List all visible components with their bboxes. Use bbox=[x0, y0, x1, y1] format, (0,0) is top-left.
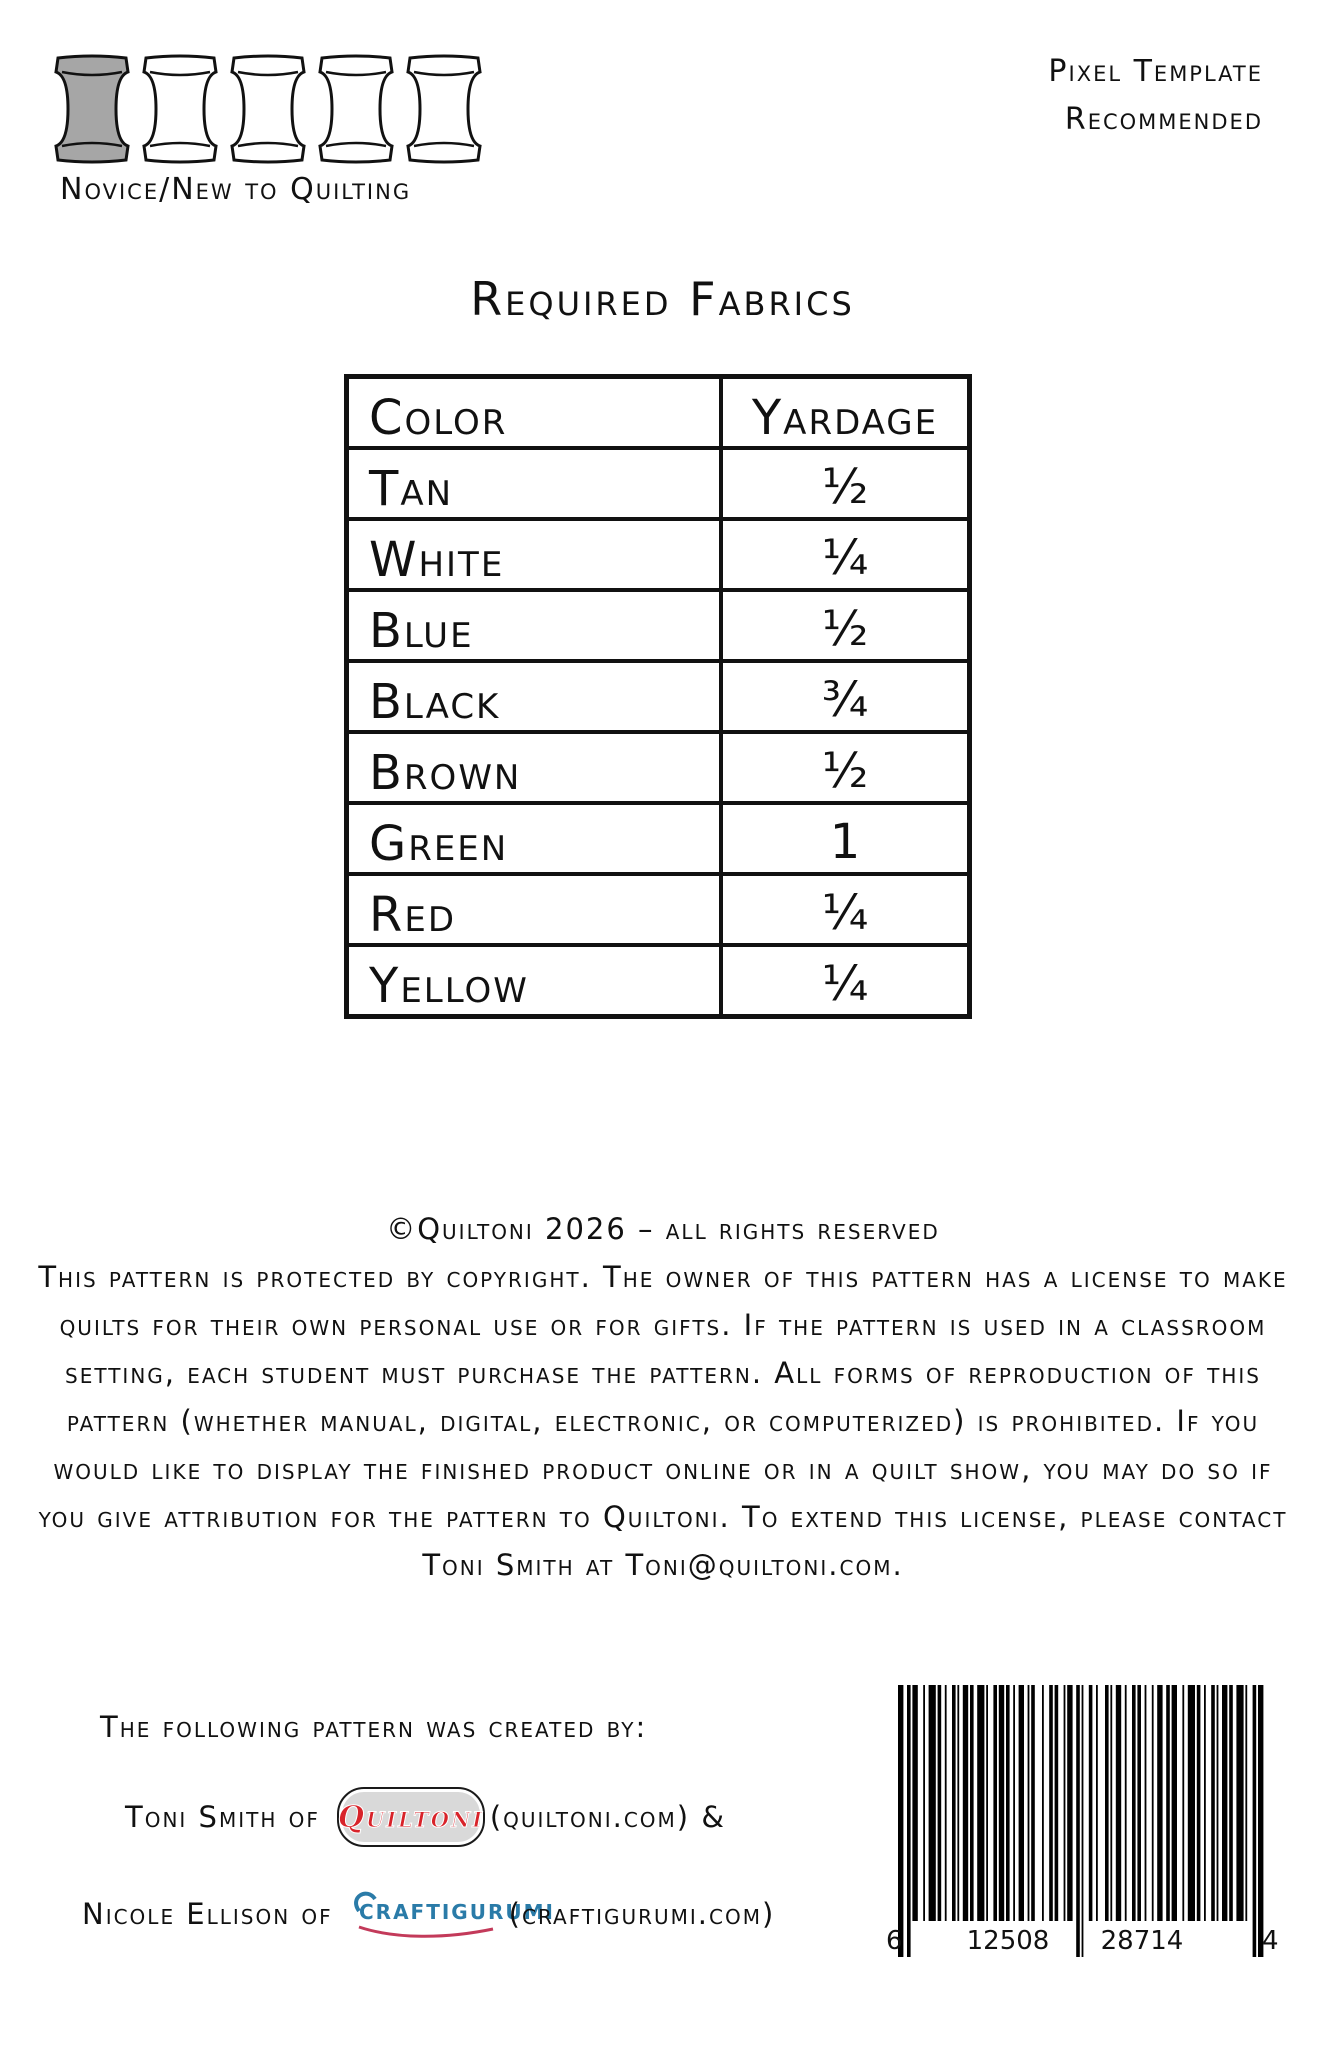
barcode-bar bbox=[898, 1685, 903, 1957]
svg-text:Quiltoni: Quiltoni bbox=[337, 1800, 484, 1835]
fabric-color: Brown bbox=[347, 732, 722, 803]
fabric-color: Red bbox=[347, 874, 722, 945]
fabric-yardage: ¾ bbox=[821, 672, 869, 728]
barcode-bar bbox=[1067, 1685, 1072, 1921]
fabric-yardage: 1 bbox=[829, 814, 861, 870]
barcode-digits-right: 28714 bbox=[1100, 1926, 1184, 1956]
barcode-bar bbox=[1182, 1685, 1184, 1921]
fabric-color: Black bbox=[347, 661, 722, 732]
fabric-table bbox=[344, 374, 972, 1019]
barcode-bar bbox=[1019, 1685, 1024, 1921]
barcode-bar bbox=[929, 1685, 936, 1921]
barcode-bar bbox=[986, 1685, 988, 1921]
barcode-bar bbox=[1152, 1685, 1154, 1921]
table-row bbox=[347, 448, 970, 519]
barcode-bar bbox=[1031, 1685, 1035, 1921]
header-yardage: Yardage bbox=[721, 377, 970, 449]
barcode-bar bbox=[1006, 1685, 1010, 1921]
fabric-yardage: ¼ bbox=[821, 885, 869, 941]
svg-text:CRAFTIGURUMI: CRAFTIGURUMI bbox=[358, 1900, 555, 1924]
barcode-bar bbox=[1064, 1685, 1066, 1921]
license-text: This pattern is protected by copyright. The owner of this pattern has a license to make quilts for their own personal use or for gifts. If the pattern is used in a classroom setting, each student must purchase the pattern. All forms of reproduction of this pattern (whether manual, digital, electronic, or computerized) is prohibited. If you would like to display the finished product online or in a quilt show, you may do so if you give attribution for the pattern to Quiltoni. To extend this license, please contact Toni Smith at Toni@quiltoni.com. bbox=[38, 1260, 1288, 1582]
barcode-bar bbox=[1188, 1685, 1195, 1921]
barcode-bar bbox=[907, 1685, 911, 1957]
credits-heading: The following pattern was created by: bbox=[100, 1710, 648, 1744]
barcode-digit-last: 4 bbox=[1262, 1926, 1279, 1956]
recommendation-note bbox=[1048, 48, 1263, 144]
table-header-row bbox=[347, 377, 970, 449]
barcode-bar bbox=[1166, 1685, 1170, 1921]
barcode-bar bbox=[1089, 1685, 1093, 1921]
required-fabrics-title: Required Fabrics bbox=[470, 272, 855, 326]
barcode-bar bbox=[970, 1685, 974, 1921]
fabric-yardage: ½ bbox=[821, 743, 869, 799]
barcode-bar bbox=[1042, 1685, 1044, 1921]
credit-2-name: Nicole Ellison of bbox=[82, 1897, 333, 1931]
table-row bbox=[347, 874, 970, 945]
barcode-bar bbox=[952, 1685, 956, 1921]
barcode-bar bbox=[1137, 1685, 1141, 1921]
table-row bbox=[347, 945, 970, 1017]
barcode-bar bbox=[1132, 1685, 1136, 1921]
credit-toni-smith bbox=[125, 1782, 726, 1852]
craftigurumi-logo bbox=[345, 1885, 555, 1943]
barcode-digits-left: 12508 bbox=[966, 1926, 1050, 1956]
barcode-bar bbox=[999, 1685, 1004, 1921]
fabric-yardage: ¼ bbox=[821, 530, 869, 586]
barcode-bar bbox=[1245, 1685, 1247, 1921]
recommendation-line-2: Recommended bbox=[1064, 102, 1263, 137]
fabric-color: Blue bbox=[347, 590, 722, 661]
fabric-color: White bbox=[347, 519, 722, 590]
barcode-bar bbox=[923, 1685, 925, 1921]
barcode-bar bbox=[1096, 1685, 1098, 1921]
barcode-bar bbox=[1028, 1685, 1030, 1921]
difficulty-label: Novice/New to Quilting bbox=[60, 172, 412, 207]
upc-barcode bbox=[880, 1685, 1280, 1965]
table-row bbox=[347, 519, 970, 590]
fabric-color: Yellow bbox=[347, 945, 722, 1017]
barcode-bar bbox=[1211, 1685, 1215, 1921]
barcode-bar bbox=[1157, 1685, 1162, 1921]
barcode-digit-first: 6 bbox=[886, 1926, 903, 1956]
fabric-yardage: ½ bbox=[821, 459, 869, 515]
difficulty-spools bbox=[52, 54, 492, 164]
barcode-bar bbox=[1145, 1685, 1147, 1921]
fabric-color: Tan bbox=[347, 448, 722, 519]
barcode-bar bbox=[993, 1685, 997, 1921]
recommendation-line-1: Pixel Template bbox=[1048, 54, 1263, 89]
quiltoni-logo bbox=[336, 1782, 486, 1852]
barcode-bar bbox=[912, 1685, 917, 1921]
barcode-bar bbox=[1258, 1685, 1263, 1957]
barcode-bar bbox=[1197, 1685, 1201, 1921]
barcode-bar bbox=[945, 1685, 947, 1921]
barcode-bar bbox=[977, 1685, 984, 1921]
barcode-bar bbox=[938, 1685, 942, 1921]
barcode-bar bbox=[957, 1685, 959, 1921]
copyright-line: ©Quiltoni 2026 – all rights reserved bbox=[386, 1212, 940, 1246]
barcode-bar bbox=[1253, 1685, 1257, 1957]
barcode-bar bbox=[1217, 1685, 1219, 1921]
barcode-bar bbox=[1049, 1685, 1053, 1921]
barcode-bar bbox=[1013, 1685, 1015, 1921]
table-row bbox=[347, 590, 970, 661]
barcode-bar bbox=[1236, 1685, 1243, 1921]
credit-nicole-ellison bbox=[82, 1885, 775, 1943]
table-row bbox=[347, 803, 970, 874]
fabric-yardage: ½ bbox=[821, 601, 869, 657]
table-row bbox=[347, 661, 970, 732]
table-row bbox=[347, 732, 970, 803]
copyright-notice bbox=[28, 1205, 1298, 1589]
barcode-bar bbox=[1229, 1685, 1233, 1921]
barcode-bar bbox=[1055, 1685, 1059, 1921]
fabric-yardage: ¼ bbox=[821, 956, 869, 1012]
barcode-bar bbox=[1172, 1685, 1177, 1921]
barcode-bar bbox=[1105, 1685, 1109, 1921]
barcode-bar bbox=[1222, 1685, 1227, 1921]
barcode-bar bbox=[1125, 1685, 1127, 1921]
barcode-bar bbox=[963, 1685, 968, 1921]
barcode-bar bbox=[1116, 1685, 1121, 1921]
fabric-color: Green bbox=[347, 803, 722, 874]
header-color: Color bbox=[347, 377, 722, 449]
barcode-bar bbox=[1082, 1685, 1084, 1957]
barcode-bar bbox=[1076, 1685, 1080, 1957]
credit-1-name: Toni Smith of bbox=[125, 1800, 320, 1834]
credit-2-website: (craftigurumi.com) bbox=[508, 1897, 776, 1931]
barcode-bar bbox=[1204, 1685, 1206, 1921]
credit-1-website: (quiltoni.com) & bbox=[489, 1800, 726, 1834]
barcode-bar bbox=[1110, 1685, 1112, 1921]
